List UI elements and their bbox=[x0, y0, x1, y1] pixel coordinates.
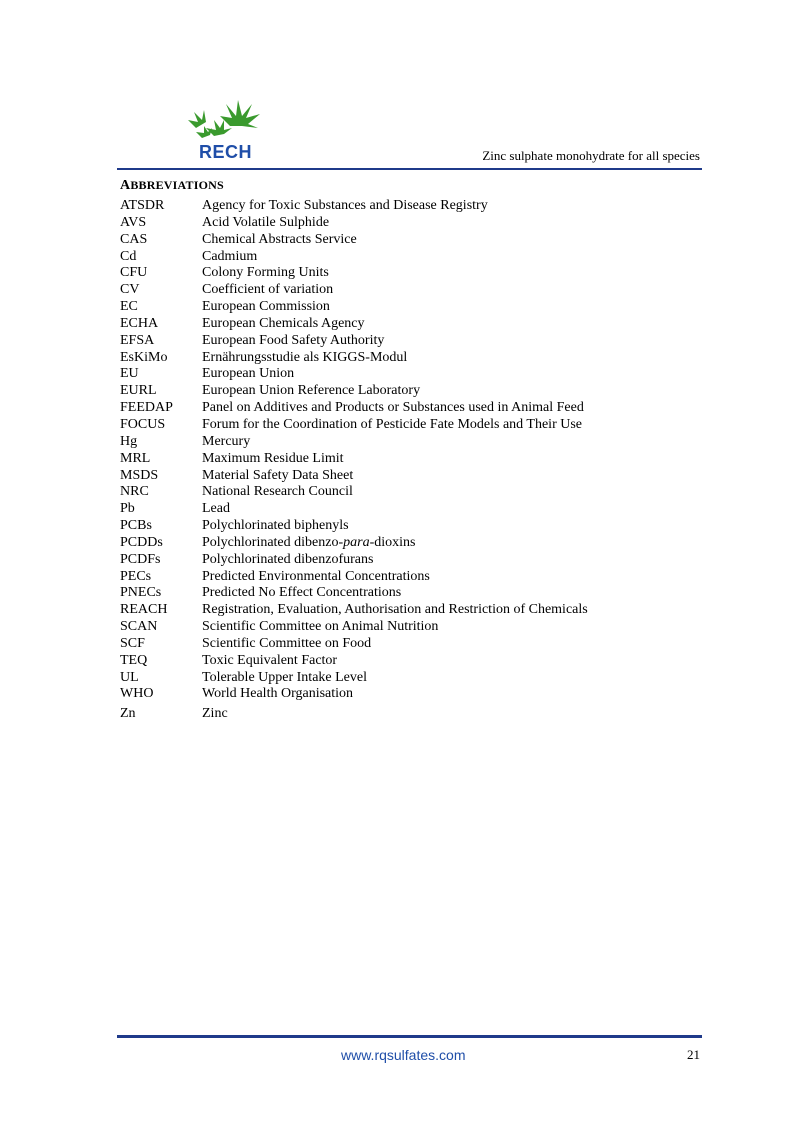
definition-text: -dioxins bbox=[369, 534, 416, 550]
list-item bbox=[120, 619, 720, 636]
abbreviation-definition: Tolerable Upper Intake Level bbox=[202, 669, 367, 685]
list-item bbox=[120, 198, 720, 215]
abbreviation-term: EU bbox=[120, 366, 139, 382]
abbreviation-term: CFU bbox=[120, 265, 148, 281]
list-item bbox=[120, 686, 720, 703]
abbreviation-definition: Material Safety Data Sheet bbox=[202, 467, 354, 483]
abbreviation-definition: Scientific Committee on Animal Nutrition bbox=[202, 619, 439, 635]
abbreviation-definition: Lead bbox=[202, 501, 230, 517]
list-item bbox=[120, 636, 720, 653]
abbreviation-term: SCAN bbox=[120, 619, 158, 635]
abbreviation-term: Zn bbox=[120, 706, 136, 722]
abbreviation-term: Hg bbox=[120, 433, 138, 449]
abbreviation-term: NRC bbox=[120, 484, 149, 500]
abbreviation-term: PCDFs bbox=[120, 551, 161, 567]
list-item bbox=[120, 518, 720, 535]
abbreviation-term: CAS bbox=[120, 231, 148, 247]
abbreviation-term: FEEDAP bbox=[120, 400, 173, 416]
definition-italic: para bbox=[343, 534, 370, 550]
abbreviation-term: AVS bbox=[120, 214, 147, 230]
footer-divider bbox=[117, 1035, 702, 1038]
list-item bbox=[120, 535, 720, 552]
abbreviation-definition: European Union Reference Laboratory bbox=[202, 383, 421, 399]
list-item bbox=[120, 501, 720, 518]
abbreviation-definition: Registration, Evaluation, Authorisation and Restriction of Chemicals bbox=[202, 602, 588, 618]
abbreviation-list bbox=[120, 198, 720, 724]
list-item bbox=[120, 249, 720, 266]
abbreviation-definition: European Food Safety Authority bbox=[202, 332, 385, 348]
abbreviation-term: WHO bbox=[120, 686, 154, 702]
company-logo bbox=[186, 98, 264, 162]
abbreviation-term: UL bbox=[120, 669, 139, 685]
abbreviation-definition: Polychlorinated dibenzofurans bbox=[202, 551, 374, 567]
list-item bbox=[120, 704, 720, 724]
abbreviation-term: EsKiMo bbox=[120, 349, 168, 365]
list-item bbox=[120, 333, 720, 350]
header-divider bbox=[117, 168, 702, 170]
abbreviation-definition: European Commission bbox=[202, 299, 330, 315]
abbreviation-term: CV bbox=[120, 282, 140, 298]
abbreviation-term: PCBs bbox=[120, 518, 152, 534]
list-item bbox=[120, 585, 720, 602]
leaf-cluster-icon bbox=[186, 98, 264, 144]
list-item bbox=[120, 265, 720, 282]
list-item bbox=[120, 451, 720, 468]
list-item bbox=[120, 653, 720, 670]
list-item bbox=[120, 383, 720, 400]
abbreviation-term: ECHA bbox=[120, 315, 159, 331]
abbreviation-definition: Coefficient of variation bbox=[202, 282, 334, 298]
abbreviation-term: FOCUS bbox=[120, 416, 166, 432]
abbreviation-term: ATSDR bbox=[120, 198, 165, 213]
abbreviation-definition: Maximum Residue Limit bbox=[202, 450, 344, 466]
list-item bbox=[120, 552, 720, 569]
abbreviation-definition: European Chemicals Agency bbox=[202, 315, 365, 331]
heading-initial: A bbox=[120, 178, 131, 193]
abbreviation-definition: Forum for the Coordination of Pesticide Fate Models and Their Use bbox=[202, 416, 583, 432]
list-item bbox=[120, 602, 720, 619]
abbreviation-definition: Acid Volatile Sulphide bbox=[202, 214, 330, 230]
abbreviation-term: PNECs bbox=[120, 585, 162, 601]
abbreviation-term: Cd bbox=[120, 248, 137, 264]
abbreviation-definition: Cadmium bbox=[202, 248, 258, 264]
abbreviation-definition: Predicted Environmental Concentrations bbox=[202, 568, 430, 584]
list-item bbox=[120, 232, 720, 249]
list-item bbox=[120, 484, 720, 501]
running-title: Zinc sulphate monohydrate for all species bbox=[482, 148, 700, 163]
abbreviation-definition: Panel on Additives and Products or Substances used in Animal Feed bbox=[202, 400, 584, 416]
abbreviation-term: SCF bbox=[120, 635, 145, 651]
abbreviation-definition: Toxic Equivalent Factor bbox=[202, 652, 338, 668]
list-item bbox=[120, 316, 720, 333]
logo-wordmark: RECH bbox=[199, 142, 253, 162]
list-item bbox=[120, 670, 720, 687]
list-item bbox=[120, 417, 720, 434]
list-item bbox=[120, 468, 720, 485]
abbreviation-definition: Zinc bbox=[202, 706, 228, 722]
abbreviation-term: EURL bbox=[120, 383, 157, 399]
website-link[interactable]: www.rqsulfates.com bbox=[341, 1047, 466, 1063]
abbreviation-term: TEQ bbox=[120, 652, 148, 668]
section-heading bbox=[120, 178, 224, 194]
abbreviation-term: REACH bbox=[120, 602, 168, 618]
abbreviation-definition: Predicted No Effect Concentrations bbox=[202, 585, 402, 601]
abbreviation-term: PCDDs bbox=[120, 534, 163, 550]
abbreviation-definition bbox=[202, 535, 415, 552]
list-item bbox=[120, 350, 720, 367]
abbreviation-definition: Agency for Toxic Substances and Disease Registry bbox=[202, 198, 488, 213]
list-item bbox=[120, 400, 720, 417]
abbreviation-term: MRL bbox=[120, 450, 151, 466]
list-item bbox=[120, 299, 720, 316]
abbreviation-definition: World Health Organisation bbox=[202, 686, 354, 702]
abbreviation-definition: Polychlorinated biphenyls bbox=[202, 518, 349, 534]
abbreviation-term: EC bbox=[120, 299, 138, 315]
abbreviation-definition: Scientific Committee on Food bbox=[202, 635, 372, 651]
list-item bbox=[120, 215, 720, 232]
abbreviation-definition: National Research Council bbox=[202, 484, 353, 500]
abbreviation-definition: Colony Forming Units bbox=[202, 265, 329, 281]
page-number: 21 bbox=[687, 1047, 700, 1062]
abbreviation-definition: Chemical Abstracts Service bbox=[202, 231, 357, 247]
abbreviation-term: MSDS bbox=[120, 467, 159, 483]
list-item bbox=[120, 434, 720, 451]
abbreviation-definition: Ernährungsstudie als KIGGS-Modul bbox=[202, 349, 408, 365]
abbreviation-definition: Mercury bbox=[202, 433, 251, 449]
definition-text: Polychlorinated dibenzo- bbox=[202, 534, 344, 550]
abbreviation-term: EFSA bbox=[120, 332, 155, 348]
abbreviation-term: Pb bbox=[120, 501, 135, 517]
heading-rest: BBREVIATIONS bbox=[130, 178, 224, 192]
abbreviation-term: PECs bbox=[120, 568, 152, 584]
list-item bbox=[120, 569, 720, 586]
list-item bbox=[120, 282, 720, 299]
list-item bbox=[120, 366, 720, 383]
abbreviation-definition: European Union bbox=[202, 366, 295, 382]
